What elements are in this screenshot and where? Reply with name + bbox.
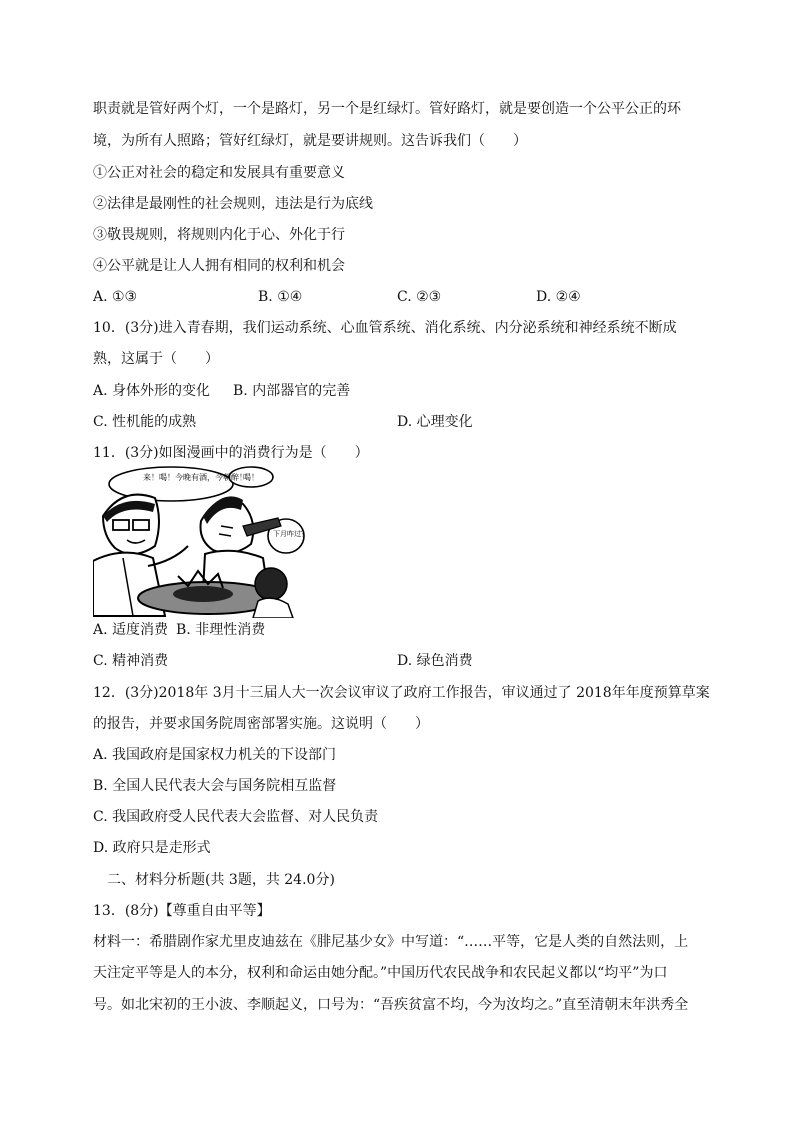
q11-cartoon-image: [93, 466, 306, 618]
q12-option-a[interactable]: A. 我国政府是国家权力机关的下设部门: [93, 747, 337, 763]
q11-option-b[interactable]: B. 非理性消费: [176, 622, 266, 638]
q10-option-d[interactable]: D. 心理变化: [397, 414, 473, 430]
q12-option-d[interactable]: D. 政府只是走形式: [93, 840, 211, 856]
q12-option-b[interactable]: B. 全国人民代表大会与国务院相互监督: [93, 778, 337, 794]
q9-statement-2: ②法律是最刚性的社会规则，违法是行为底线: [93, 196, 373, 212]
q9-option-d[interactable]: D. ②④: [536, 289, 581, 305]
q13-stem: 13．(8分)【尊重自由平等】: [93, 903, 271, 919]
q12-option-c[interactable]: C. 我国政府受人民代表大会监督、对人民负责: [93, 809, 379, 825]
q9-statement-3: ③敬畏规则，将规则内化于心、外化于行: [93, 227, 345, 243]
q9-option-c[interactable]: C. ②③: [397, 289, 442, 305]
q10-stem-line-1: 10．(3分)进入青春期，我们运动系统、心血管系统、消化系统、内分泌系统和神经系统不断成: [93, 320, 677, 336]
cartoon-drawing: [93, 466, 306, 618]
q10-option-a[interactable]: A. 身体外形的变化: [93, 383, 211, 399]
q12-stem-line-2: 的报告，并要求国务院周密部署实施。这说明（ ）: [93, 716, 429, 732]
q11-stem: 11．(3分)如图漫画中的消费行为是（ ）: [93, 445, 369, 461]
q10-stem-line-2: 熟，这属于（ ）: [93, 351, 219, 367]
q13-material-line-3: 号。如北宋初的王小波、李顺起义，口号为：“吾疾贫富不均，今为汝均之。”直至清朝末年洪秀全: [93, 997, 689, 1013]
q9-statement-1: ①公正对社会的稳定和发展具有重要意义: [93, 165, 345, 181]
q11-option-d[interactable]: D. 绿色消费: [397, 653, 473, 669]
q9-option-b[interactable]: B. ①④: [258, 289, 303, 305]
intro-line-1: 职责就是管好两个灯，一个是路灯，另一个是红绿灯。管好路灯，就是要创造一个公平公正的环: [93, 101, 681, 117]
intro-line-2: 境，为所有人照路；管好红绿灯，就是要讲规则。这告诉我们（ ）: [93, 133, 527, 149]
q11-option-a[interactable]: A. 适度消费: [93, 622, 169, 638]
q10-option-c[interactable]: C. 性机能的成熟: [93, 414, 197, 430]
q10-option-b[interactable]: B. 内部器官的完善: [233, 383, 351, 399]
q13-material-line-2: 天注定平等是人的本分，权利和命运由她分配。”中国历代农民战争和农民起义都以“均平”为口: [93, 965, 668, 981]
bubble-3-text: 下月咋过？: [273, 530, 306, 538]
bubble-1-text: 来！喝！今晚有酒，今朝醉！: [143, 473, 247, 482]
q9-option-a[interactable]: A. ①③: [93, 289, 138, 305]
bubble-2-text: 喝！: [243, 473, 259, 482]
q11-option-c[interactable]: C. 精神消费: [93, 653, 169, 669]
section-2-heading: 二、材料分析题(共 3题，共 24.0分): [107, 872, 335, 888]
q12-stem-line-1: 12．(3分)2018年 3月十三届人大一次会议审议了政府工作报告，审议通过了 2018年年度预算草案: [93, 685, 710, 701]
q9-statement-4: ④公平就是让人人拥有相同的权利和机会: [93, 258, 345, 274]
q13-material-line-1: 材料一：希腊剧作家尤里皮迪兹在《腓尼基少女》中写道：“……平等，它是人类的自然法则，上: [93, 934, 689, 950]
